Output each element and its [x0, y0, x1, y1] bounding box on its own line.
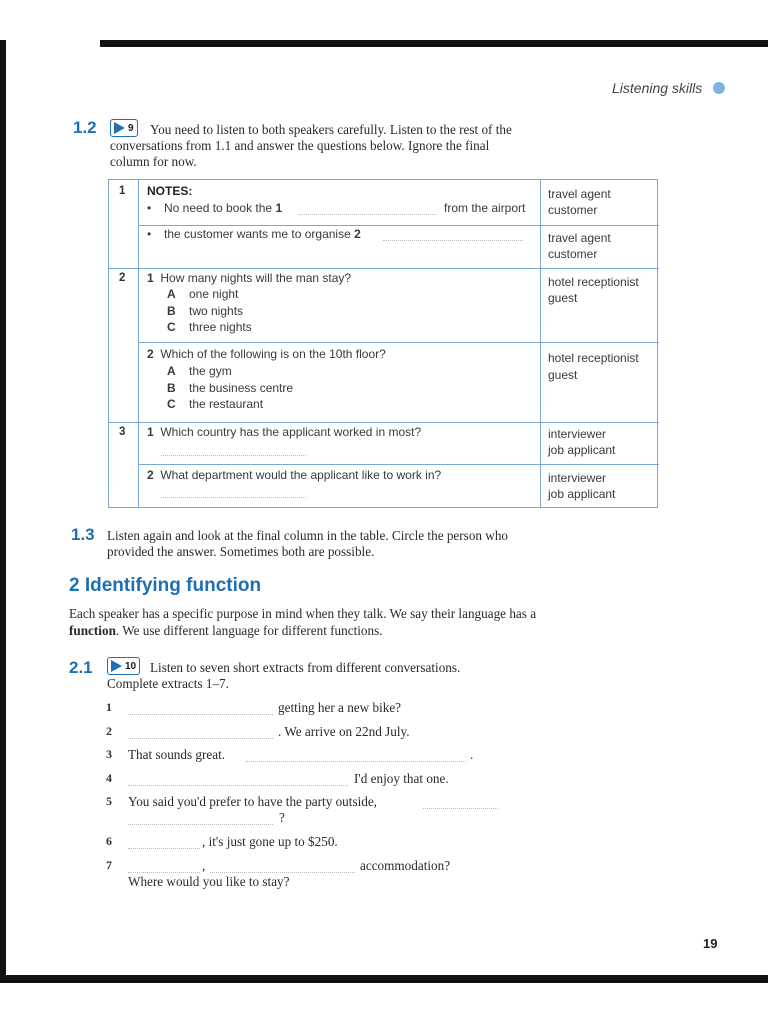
- exercise-1-2-number: 1.2: [73, 118, 97, 137]
- notes-bullet: •: [147, 201, 152, 215]
- table-divider: [109, 268, 659, 269]
- notes-bullet: •: [147, 227, 152, 241]
- answer-options: [167, 286, 252, 336]
- role-option[interactable]: job applicant: [548, 487, 616, 501]
- exercise-1-2-instruction: You need to listen to both speakers carefully. Listen to the rest of the conversations from 1.1 and answer the questions below. Ignore the final column for now.: [110, 122, 512, 169]
- answer-option[interactable]: C the restaurant: [167, 397, 264, 411]
- scan-edge-bottom: [0, 975, 768, 983]
- answer-gap[interactable]: [246, 761, 466, 762]
- track-number: 9: [128, 122, 134, 134]
- role-option[interactable]: guest: [548, 368, 578, 382]
- answer-gap[interactable]: [210, 872, 355, 873]
- exercise-2-1-number: 2.1: [69, 658, 93, 677]
- answer-gap[interactable]: [128, 824, 273, 825]
- answer-gap[interactable]: [128, 872, 200, 873]
- extract-text: That sounds great.: [128, 747, 226, 762]
- extract-number: 1: [106, 700, 112, 714]
- answer-gap[interactable]: [128, 785, 348, 786]
- answer-gap[interactable]: [128, 714, 273, 715]
- extract-text: . We arrive on 22nd July.: [278, 724, 410, 739]
- answer-options: [167, 363, 293, 413]
- question-text: 2 Which of the following is on the 10th floor?: [147, 347, 386, 361]
- section-label: Listening skills: [612, 80, 703, 96]
- extract-text: , it's just gone up to $250.: [202, 834, 338, 849]
- row-number: 2: [119, 272, 126, 284]
- exercise-1-3-instruction: Listen again and look at the final column in the table. Circle the person who provided the answer. Sometimes both are possible.: [107, 528, 509, 559]
- exercise-2-1-instruction: Listen to seven short extracts from different conversations.: [150, 660, 461, 675]
- role-option[interactable]: hotel receptionist: [548, 275, 639, 289]
- answer-gap[interactable]: [161, 497, 306, 498]
- role-option[interactable]: customer: [548, 247, 598, 261]
- row-number: 3: [119, 426, 126, 438]
- role-option[interactable]: customer: [548, 203, 598, 217]
- table-divider: [540, 180, 541, 508]
- page-number: 19: [703, 936, 718, 951]
- question-text: 1 How many nights will the man stay?: [147, 271, 352, 285]
- role-option[interactable]: travel agent: [548, 231, 611, 245]
- role-option[interactable]: travel agent: [548, 187, 611, 201]
- question-text: 2 What department would the applicant like to work in?: [147, 468, 442, 482]
- role-option[interactable]: guest: [548, 291, 578, 305]
- question-text: 1 Which country has the applicant worked in most?: [147, 425, 422, 439]
- scan-edge-left: [0, 40, 6, 980]
- extract-text: accommodation?: [360, 858, 451, 873]
- note-1-ending: from the airport: [444, 201, 526, 215]
- answer-gap[interactable]: [128, 848, 200, 849]
- table-divider: [138, 342, 659, 343]
- exercise-2-1-instruction: Complete extracts 1–7.: [107, 676, 229, 691]
- section-dot-icon: [713, 82, 725, 94]
- table-divider: [138, 464, 659, 465]
- answer-option[interactable]: A one night: [167, 287, 239, 301]
- notes-heading: NOTES:: [147, 184, 193, 198]
- extract-number: 5: [106, 794, 112, 808]
- exercise-1-3-number: 1.3: [71, 525, 95, 544]
- table-divider: [138, 180, 139, 508]
- extract-comma: ,: [202, 858, 206, 873]
- role-option[interactable]: interviewer: [548, 427, 607, 441]
- note-1-text: No need to book the 1: [164, 201, 283, 215]
- role-option[interactable]: job applicant: [548, 443, 616, 457]
- note-2-text: the customer wants me to organise 2: [164, 227, 361, 241]
- extract-number: 4: [106, 771, 112, 785]
- extract-text: You said you'd prefer to have the party outside,: [128, 794, 377, 809]
- role-option[interactable]: interviewer: [548, 471, 607, 485]
- role-option[interactable]: hotel receptionist: [548, 351, 639, 365]
- extract-end: .: [470, 747, 474, 762]
- section-title: 2 Identifying function: [69, 575, 262, 596]
- scan-edge-top: [100, 40, 768, 47]
- answer-option[interactable]: B two nights: [167, 303, 244, 318]
- answer-gap[interactable]: [128, 738, 273, 739]
- answer-gap[interactable]: [423, 808, 498, 809]
- track-number: 10: [125, 660, 137, 672]
- play-icon: [111, 660, 122, 672]
- extract-end: ?: [279, 810, 285, 825]
- answer-option[interactable]: A the gym: [167, 364, 232, 378]
- answer-gap-2[interactable]: [383, 240, 523, 241]
- answer-gap[interactable]: [161, 455, 306, 456]
- extract-number: 7: [106, 858, 112, 872]
- answer-option[interactable]: B the business centre: [167, 380, 294, 395]
- section-intro: Each speaker has a specific purpose in mind when they talk. We say their language has a function. We use different language for different functions.: [69, 606, 537, 638]
- extract-number: 3: [106, 747, 112, 761]
- row-number: 1: [119, 185, 126, 197]
- answer-gap-1[interactable]: [299, 214, 437, 215]
- table-divider: [109, 422, 659, 423]
- extract-number: 6: [106, 834, 112, 848]
- listening-table: [108, 179, 658, 508]
- audio-track-10-button[interactable]: [107, 657, 140, 675]
- extract-text: I'd enjoy that one.: [354, 771, 449, 786]
- extract-number: 2: [106, 724, 112, 738]
- answer-option[interactable]: C three nights: [167, 320, 252, 334]
- extract-text: getting her a new bike?: [278, 700, 402, 715]
- extract-text: Where would you like to stay?: [128, 874, 290, 889]
